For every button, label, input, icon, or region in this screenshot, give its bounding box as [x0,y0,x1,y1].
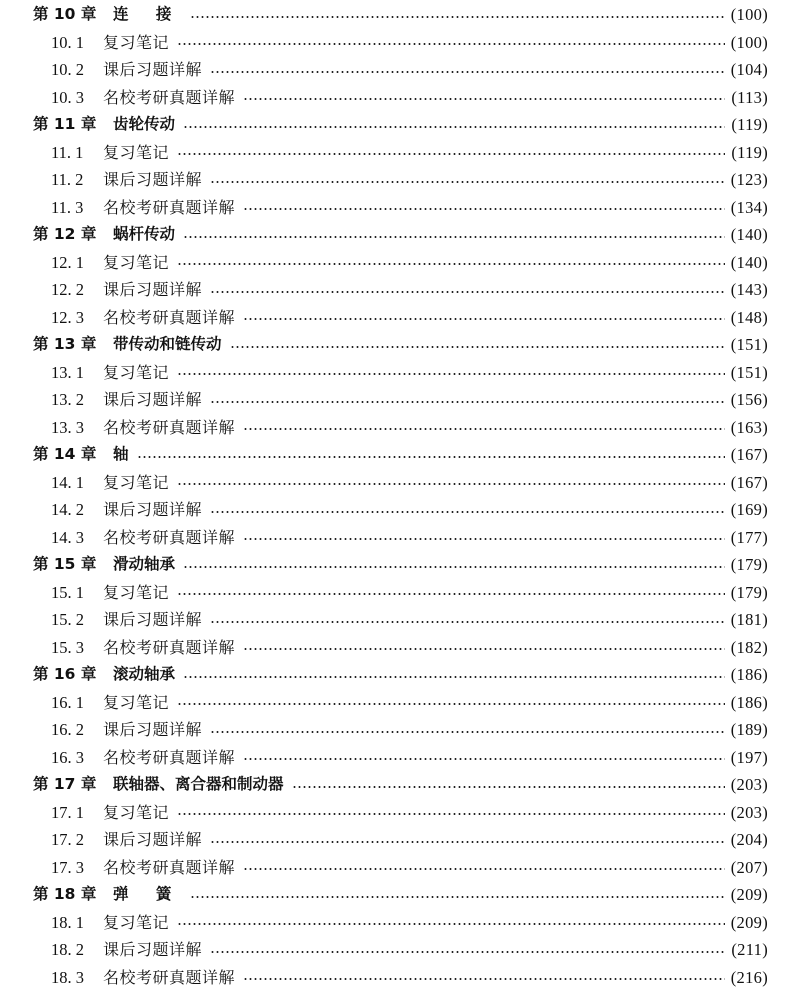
chapter-number: 第 11 章 [33,115,97,133]
section-title: 课后习题详解 [103,170,203,189]
section-title: 课后习题详解 [103,830,203,849]
dot-leader [243,428,725,430]
section-title: 课后习题详解 [103,940,203,959]
dot-leader [177,593,725,595]
toc-section-entry[interactable] [0,276,790,303]
chapter-number: 第 15 章 [33,555,97,573]
dot-leader [210,731,725,733]
section-title: 复习笔记 [103,252,170,272]
page-number: (177) [730,527,768,547]
page-number: (167) [730,445,768,464]
dot-leader [243,868,725,870]
section-number: 15. 1 [51,582,84,602]
page-number: (148) [730,307,768,327]
section-title: 课后习题详解 [103,610,203,629]
section-title: 名校考研真题详解 [103,307,236,327]
page-number: (140) [730,252,768,272]
dot-leader [210,951,725,953]
dot-leader [210,621,725,623]
section-title: 复习笔记 [103,32,170,52]
section-title: 课后习题详解 [103,720,203,739]
section-title: 名校考研真题详解 [103,637,236,657]
chapter-title: 滑动轴承 [113,555,176,573]
toc-chapter-entry[interactable] [0,551,790,578]
toc-chapter-entry[interactable] [0,881,790,908]
section-number: 17. 3 [51,857,84,877]
page-number: (181) [730,610,768,629]
page-number: (207) [730,857,768,877]
page-number: (211) [731,940,768,959]
toc-section-entry[interactable] [0,689,790,716]
toc-section-entry[interactable] [0,414,790,441]
toc-section-entry[interactable] [0,964,790,991]
section-number: 11. 2 [51,170,84,189]
toc-section-entry[interactable] [0,634,790,661]
dot-leader [177,703,725,705]
toc-chapter-entry[interactable] [0,771,790,798]
dot-leader [210,401,725,403]
section-number: 12. 3 [51,307,84,327]
section-number: 16. 1 [51,692,84,712]
section-number: 17. 2 [51,830,84,849]
toc-section-entry[interactable] [0,194,790,221]
section-number: 18. 3 [51,967,84,987]
toc-section-entry[interactable] [0,359,790,386]
page-number: (151) [730,362,768,382]
page-number: (156) [730,390,768,409]
section-number: 18. 1 [51,912,84,932]
section-number: 12. 1 [51,252,84,272]
dot-leader [243,758,725,760]
section-number: 15. 3 [51,637,84,657]
page-number: (179) [730,555,768,574]
dot-leader [190,896,724,898]
section-number: 13. 1 [51,362,84,382]
dot-leader [183,126,725,128]
dot-leader [210,841,725,843]
toc-section-entry[interactable] [0,386,790,413]
section-number: 11. 3 [51,197,84,217]
page-number: (209) [730,912,768,932]
dot-leader [210,71,725,73]
toc-section-entry[interactable] [0,579,790,606]
page-number: (169) [730,500,768,519]
page-number: (179) [730,582,768,602]
page-number: (203) [730,802,768,822]
section-title: 复习笔记 [103,912,170,932]
section-number: 13. 2 [51,390,84,409]
dot-leader [210,181,725,183]
section-title: 名校考研真题详解 [103,747,236,767]
dot-leader [177,923,725,925]
dot-leader [243,318,725,320]
toc-section-entry[interactable] [0,524,790,551]
section-number: 16. 3 [51,747,84,767]
toc-section-entry[interactable] [0,496,790,523]
page-number: (182) [730,637,768,657]
chapter-number: 第 16 章 [33,665,97,683]
section-number: 14. 1 [51,472,84,492]
toc-section-entry[interactable] [0,826,790,853]
page-number: (104) [730,60,768,79]
dot-leader [177,483,725,485]
toc-section-entry[interactable] [0,936,790,963]
chapter-number: 第 14 章 [33,445,97,463]
page-number: (119) [731,142,768,162]
section-number: 11. 1 [51,142,84,162]
section-title: 课后习题详解 [103,60,203,79]
section-title: 复习笔记 [103,582,170,602]
section-title: 复习笔记 [103,692,170,712]
page-number: (209) [730,885,768,904]
chapter-title: 带传动和链传动 [113,335,222,353]
section-number: 13. 3 [51,417,84,437]
page-number: (186) [730,692,768,712]
toc-section-entry[interactable] [0,854,790,881]
section-title: 复习笔记 [103,802,170,822]
section-number: 15. 2 [51,610,84,629]
toc-section-entry[interactable] [0,166,790,193]
page-number: (100) [730,32,768,52]
section-number: 18. 2 [51,940,84,959]
dot-leader [183,676,725,678]
chapter-number: 第 10 章 [33,5,97,23]
page-number: (113) [731,87,768,107]
toc-chapter-entry[interactable] [0,1,790,28]
page-number: (167) [730,472,768,492]
section-title: 复习笔记 [103,142,170,162]
toc-section-entry[interactable] [0,304,790,331]
dot-leader [292,786,725,788]
page-number: (163) [730,417,768,437]
chapter-title: 滚动轴承 [113,665,176,683]
toc-chapter-entry[interactable] [0,221,790,248]
page-number: (119) [731,115,768,134]
dot-leader [243,208,725,210]
page-number: (204) [730,830,768,849]
section-title: 课后习题详解 [103,280,203,299]
toc-section-entry[interactable] [0,469,790,496]
section-number: 16. 2 [51,720,84,739]
dot-leader [177,813,725,815]
toc-section-entry[interactable] [0,29,790,56]
page-number: (203) [730,775,768,794]
dot-leader [210,291,725,293]
dot-leader [243,538,725,540]
dot-leader [183,566,725,568]
chapter-number: 第 17 章 [33,775,97,793]
section-number: 12. 2 [51,280,84,299]
toc-chapter-entry[interactable] [0,331,790,358]
page-number: (186) [730,665,768,684]
section-title: 课后习题详解 [103,390,203,409]
toc-section-entry[interactable] [0,84,790,111]
dot-leader [243,648,725,650]
toc-section-entry[interactable] [0,909,790,936]
toc-section-entry[interactable] [0,799,790,826]
section-title: 名校考研真题详解 [103,967,236,987]
toc-section-entry[interactable] [0,744,790,771]
toc-chapter-entry[interactable] [0,661,790,688]
dot-leader [183,236,725,238]
page-number: (189) [730,720,768,739]
section-number: 10. 2 [51,60,84,79]
dot-leader [177,43,725,45]
dot-leader [243,978,725,980]
page-number: (197) [730,747,768,767]
section-title: 复习笔记 [103,472,170,492]
chapter-title: 轴 [113,445,129,463]
chapter-title: 连 接 [113,5,183,23]
section-title: 名校考研真题详解 [103,857,236,877]
section-title: 名校考研真题详解 [103,527,236,547]
section-number: 10. 1 [51,32,84,52]
toc-chapter-entry[interactable] [0,441,790,468]
chapter-title: 联轴器、离合器和制动器 [113,775,284,793]
page-number: (100) [730,5,768,24]
page-number: (123) [730,170,768,189]
section-number: 17. 1 [51,802,84,822]
chapter-title: 弹 簧 [113,885,183,903]
page-number: (151) [730,335,768,354]
toc-section-entry[interactable] [0,249,790,276]
chapter-number: 第 12 章 [33,225,97,243]
dot-leader [230,346,725,348]
page-number: (143) [730,280,768,299]
page-number: (140) [730,225,768,244]
dot-leader [190,16,724,18]
chapter-title: 齿轮传动 [113,115,176,133]
dot-leader [137,456,725,458]
toc-section-entry[interactable] [0,606,790,633]
chapter-title: 蜗杆传动 [113,225,176,243]
dot-leader [177,263,725,265]
section-number: 14. 3 [51,527,84,547]
section-title: 名校考研真题详解 [103,87,236,107]
section-title: 课后习题详解 [103,500,203,519]
toc-section-entry[interactable] [0,139,790,166]
chapter-number: 第 18 章 [33,885,97,903]
page-number: (216) [730,967,768,987]
dot-leader [243,98,725,100]
toc-section-entry[interactable] [0,716,790,743]
chapter-number: 第 13 章 [33,335,97,353]
toc-chapter-entry[interactable] [0,111,790,138]
dot-leader [210,511,725,513]
dot-leader [177,153,725,155]
section-title: 复习笔记 [103,362,170,382]
dot-leader [177,373,725,375]
page-number: (134) [730,197,768,217]
section-number: 10. 3 [51,87,84,107]
toc-section-entry[interactable] [0,56,790,83]
section-number: 14. 2 [51,500,84,519]
section-title: 名校考研真题详解 [103,197,236,217]
section-title: 名校考研真题详解 [103,417,236,437]
